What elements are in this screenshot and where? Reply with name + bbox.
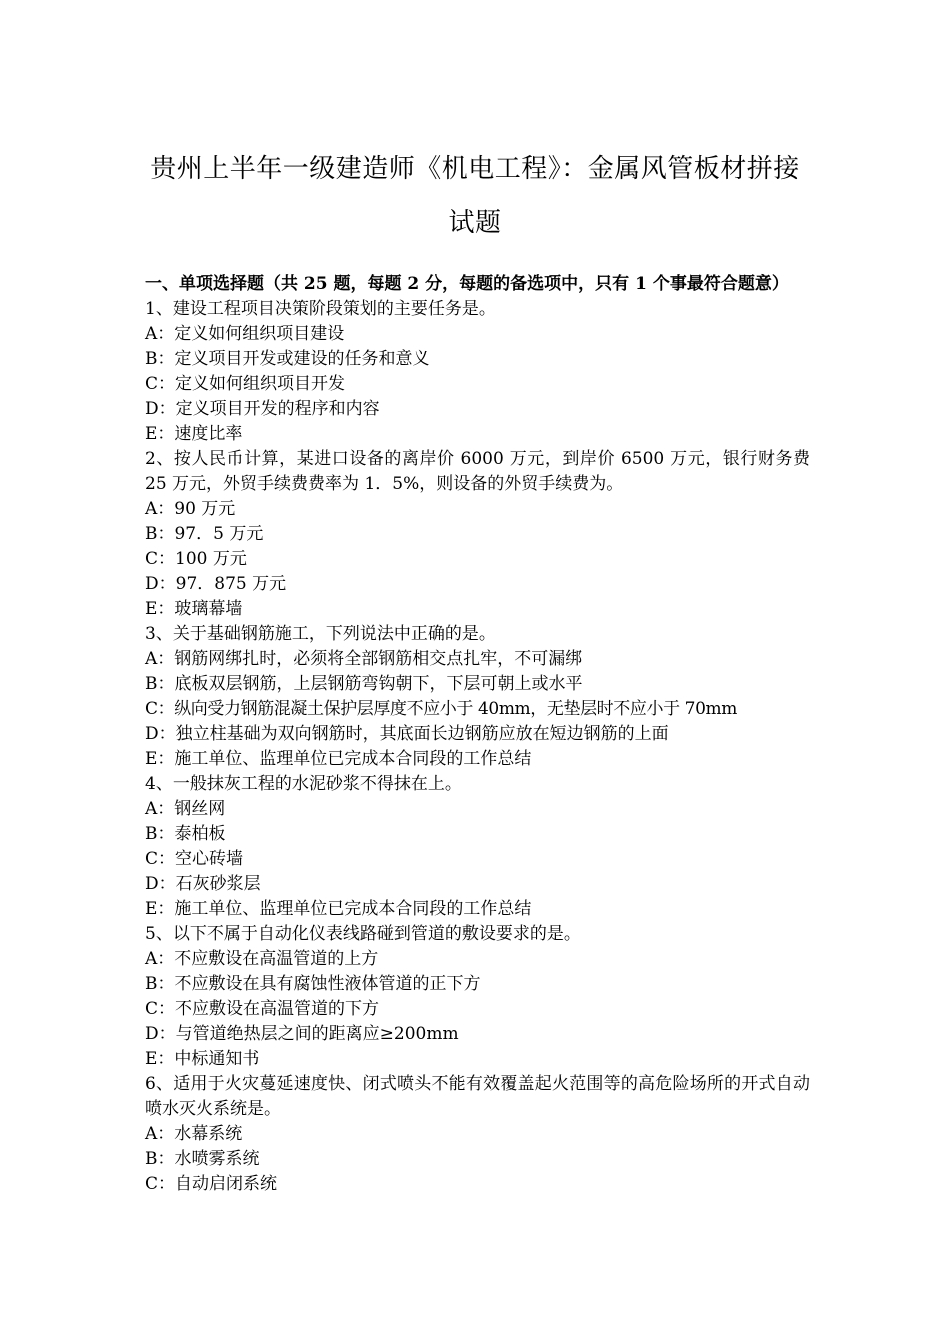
answer-option: E：施工单位、监理单位已完成本合同段的工作总结 (145, 899, 532, 919)
question-2 (145, 447, 810, 622)
answer-option: C：定义如何组织项目开发 (145, 374, 346, 394)
answer-option: B：不应敷设在具有腐蚀性液体管道的正下方 (145, 974, 481, 994)
answer-option: E：施工单位、监理单位已完成本合同段的工作总结 (145, 749, 532, 769)
question-stem: 5、以下不属于自动化仪表线路碰到管道的敷设要求的是。 (145, 924, 581, 944)
question-stem: 3、关于基础钢筋施工，下列说法中正确的是。 (145, 624, 496, 644)
answer-option: C：不应敷设在高温管道的下方 (145, 999, 380, 1019)
answer-option: C：空心砖墙 (145, 849, 244, 869)
answer-option: D：与管道绝热层之间的距离应≥200mm (145, 1024, 459, 1044)
answer-option: B：水喷雾系统 (145, 1149, 260, 1169)
answer-option: A：水幕系统 (145, 1124, 243, 1144)
answer-option: A：不应敷设在高温管道的上方 (145, 949, 379, 969)
question-stem: 1、建设工程项目决策阶段策划的主要任务是。 (145, 299, 496, 319)
answer-option: C：纵向受力钢筋混凝土保护层厚度不应小于 40mm，无垫层时不应小于 70mm (145, 699, 737, 719)
answer-option: D：石灰砂浆层 (145, 874, 261, 894)
question-1 (145, 297, 810, 447)
answer-option: A：90 万元 (145, 499, 236, 519)
question-3 (145, 622, 810, 772)
question-5 (145, 922, 810, 1072)
answer-option: C：100 万元 (145, 549, 247, 569)
answer-option: B：定义项目开发或建设的任务和意义 (145, 349, 430, 369)
answer-option: E：速度比率 (145, 424, 243, 444)
question-stem: 2、按人民币计算，某进口设备的离岸价 6000 万元，到岸价 6500 万元，银行财务费 25 万元，外贸手续费费率为 1．5%，则设备的外贸手续费为。 (145, 449, 810, 494)
answer-option: D：独立柱基础为双向钢筋时，其底面长边钢筋应放在短边钢筋的上面 (145, 724, 669, 744)
answer-option: B：泰柏板 (145, 824, 226, 844)
question-6 (145, 1072, 810, 1197)
answer-option: A：钢筋网绑扎时，必须将全部钢筋相交点扎牢，不可漏绑 (145, 649, 583, 669)
question-stem: 6、适用于火灾蔓延速度快、闭式喷头不能有效覆盖起火范围等的高危险场所的开式自动喷水灭火系统是。 (145, 1074, 810, 1119)
document-title (100, 142, 850, 250)
answer-option: D：定义项目开发的程序和内容 (145, 399, 380, 419)
question-stem: 4、一般抹灰工程的水泥砂浆不得抹在上。 (145, 774, 462, 794)
answer-option: A：钢丝网 (145, 799, 226, 819)
answer-option: E：中标通知书 (145, 1049, 260, 1069)
answer-option: C：自动启闭系统 (145, 1174, 278, 1194)
title-line-2: 试题 (448, 208, 502, 238)
section-heading: 一、单项选择题（共 25 题，每题 2 分，每题的备选项中，只有 1 个事最符合题意） (145, 274, 789, 294)
answer-option: B：97．5 万元 (145, 524, 264, 544)
document-body (145, 272, 810, 1197)
answer-option: A：定义如何组织项目建设 (145, 324, 345, 344)
answer-option: E：玻璃幕墙 (145, 599, 243, 619)
question-4 (145, 772, 810, 922)
answer-option: B：底板双层钢筋，上层钢筋弯钩朝下，下层可朝上或水平 (145, 674, 583, 694)
title-line-1: 贵州上半年一级建造师《机电工程》：金属风管板材拼接 (150, 154, 800, 184)
answer-option: D：97．875 万元 (145, 574, 287, 594)
